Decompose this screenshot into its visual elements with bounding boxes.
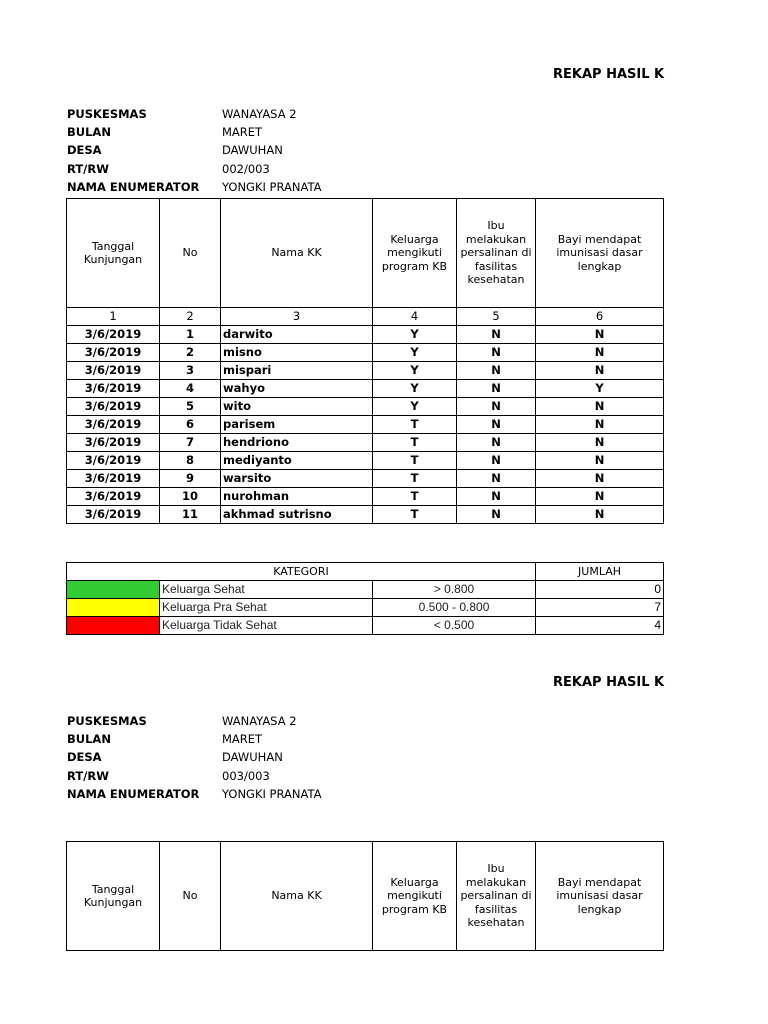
- header-cell: Tanggal Kunjungan: [67, 842, 160, 951]
- info-label: RT/RW: [67, 768, 109, 783]
- header-cell: Keluarga mengikuti program KB: [373, 842, 457, 951]
- column-number-cell: 6: [536, 308, 664, 326]
- table-row: [67, 416, 664, 434]
- header-cell: Tanggal Kunjungan: [67, 199, 160, 308]
- table-cell: 3/6/2019: [67, 326, 160, 344]
- table-cell: N: [457, 434, 536, 452]
- table-cell: Y: [373, 398, 457, 416]
- table-row: [67, 506, 664, 524]
- header-cell: Bayi mendapat imunisasi dasar lengkap: [536, 842, 664, 951]
- table-cell: N: [536, 452, 664, 470]
- table-cell: N: [457, 506, 536, 524]
- table-cell: 3/6/2019: [67, 434, 160, 452]
- report-title-2: REKAP HASIL K: [553, 675, 665, 690]
- info-label: RT/RW: [67, 161, 109, 176]
- table-cell: Y: [373, 344, 457, 362]
- table-cell: 6: [160, 416, 221, 434]
- table-cell: N: [457, 416, 536, 434]
- table-cell: N: [457, 326, 536, 344]
- table-cell: 3/6/2019: [67, 362, 160, 380]
- table-cell: Y: [373, 326, 457, 344]
- kategori-label: Keluarga Sehat: [160, 581, 373, 599]
- info-label: DESA: [67, 750, 102, 765]
- table-cell: mediyanto: [221, 452, 373, 470]
- header-row: [67, 199, 664, 308]
- column-number-cell: 5: [457, 308, 536, 326]
- table-cell: N: [457, 380, 536, 398]
- table-cell: N: [536, 434, 664, 452]
- table-cell: 3/6/2019: [67, 488, 160, 506]
- table-cell: T: [373, 434, 457, 452]
- column-number-cell: 1: [67, 308, 160, 326]
- kategori-range: > 0.800: [373, 581, 536, 599]
- info-row-desa: [67, 141, 467, 159]
- table-cell: N: [536, 470, 664, 488]
- info-row-enumerator: [67, 178, 467, 196]
- info-value: YONGKI PRANATA: [222, 786, 322, 801]
- table-cell: T: [373, 452, 457, 470]
- table-cell: 4: [160, 380, 221, 398]
- table-cell: N: [457, 344, 536, 362]
- table-cell: 7: [160, 434, 221, 452]
- table-row: [67, 344, 664, 362]
- column-number-cell: 4: [373, 308, 457, 326]
- table-row: [67, 488, 664, 506]
- kategori-row: [67, 617, 664, 635]
- table-cell: N: [457, 362, 536, 380]
- info-label: BULAN: [67, 732, 111, 747]
- info-value: 002/003: [222, 161, 270, 176]
- info-row-puskesmas: [67, 105, 467, 123]
- kategori-label: Keluarga Tidak Sehat: [160, 617, 373, 635]
- data-table-2: [66, 841, 664, 951]
- kategori-row: [67, 581, 664, 599]
- info-value: YONGKI PRANATA: [222, 179, 322, 194]
- kategori-header: KATEGORI: [67, 563, 536, 581]
- table-cell: 3/6/2019: [67, 398, 160, 416]
- info-label: PUSKESMAS: [67, 107, 147, 121]
- table-cell: N: [457, 488, 536, 506]
- kategori-color-swatch: [67, 581, 160, 599]
- table-cell: T: [373, 506, 457, 524]
- table-cell: N: [536, 416, 664, 434]
- kategori-row: [67, 599, 664, 617]
- table-cell: N: [536, 326, 664, 344]
- table-cell: Y: [373, 362, 457, 380]
- kategori-color-swatch: [67, 617, 160, 635]
- info-value: WANAYASA 2: [222, 714, 297, 728]
- table-cell: N: [536, 506, 664, 524]
- table-row: [67, 434, 664, 452]
- jumlah-header: JUMLAH: [536, 563, 664, 581]
- info-label: DESA: [67, 143, 102, 158]
- info-row-desa: [67, 748, 467, 766]
- kategori-header-row: [67, 563, 664, 581]
- info-row-bulan: [67, 123, 467, 141]
- table-cell: N: [536, 398, 664, 416]
- table-cell: warsito: [221, 470, 373, 488]
- table-row: [67, 470, 664, 488]
- header-row: [67, 842, 664, 951]
- column-number-row: [67, 308, 664, 326]
- table-cell: 3/6/2019: [67, 416, 160, 434]
- kategori-table: [66, 562, 664, 635]
- table-cell: darwito: [221, 326, 373, 344]
- header-cell: Ibu melakukan persalinan di fasilitas kesehatan: [457, 199, 536, 308]
- info-value: DAWUHAN: [222, 750, 283, 765]
- info-value: WANAYASA 2: [222, 107, 297, 121]
- table-cell: 10: [160, 488, 221, 506]
- kategori-jumlah: 4: [536, 617, 664, 635]
- header-cell: Nama KK: [221, 842, 373, 951]
- info-value: MARET: [222, 125, 263, 140]
- info-row-rtrw: [67, 160, 467, 178]
- kategori-jumlah: 0: [536, 581, 664, 599]
- column-number-cell: 2: [160, 308, 221, 326]
- info-block-1: [67, 105, 467, 196]
- table-cell: parisem: [221, 416, 373, 434]
- table-cell: 9: [160, 470, 221, 488]
- table-cell: misno: [221, 344, 373, 362]
- table-cell: N: [536, 488, 664, 506]
- table-row: [67, 362, 664, 380]
- table-cell: 3/6/2019: [67, 380, 160, 398]
- table-cell: 11: [160, 506, 221, 524]
- info-label: PUSKESMAS: [67, 714, 147, 728]
- table-row: [67, 398, 664, 416]
- table-cell: N: [457, 470, 536, 488]
- info-value: 003/003: [222, 768, 270, 783]
- info-value: MARET: [222, 732, 263, 747]
- table-cell: T: [373, 488, 457, 506]
- table-row: [67, 326, 664, 344]
- kategori-range: 0.500 - 0.800: [373, 599, 536, 617]
- info-row-rtrw: [67, 767, 467, 785]
- info-label: NAMA ENUMERATOR: [67, 179, 200, 194]
- kategori-label: Keluarga Pra Sehat: [160, 599, 373, 617]
- table-cell: 2: [160, 344, 221, 362]
- table-cell: 3/6/2019: [67, 344, 160, 362]
- table-cell: 3/6/2019: [67, 470, 160, 488]
- column-number-cell: 3: [221, 308, 373, 326]
- table-cell: 3: [160, 362, 221, 380]
- info-row-enumerator: [67, 785, 467, 803]
- info-row-puskesmas: [67, 712, 467, 730]
- header-cell: Nama KK: [221, 199, 373, 308]
- table-cell: nurohman: [221, 488, 373, 506]
- table-cell: wahyo: [221, 380, 373, 398]
- info-label: NAMA ENUMERATOR: [67, 786, 200, 801]
- table-cell: mispari: [221, 362, 373, 380]
- table-cell: 1: [160, 326, 221, 344]
- table-cell: N: [536, 344, 664, 362]
- kategori-range: < 0.500: [373, 617, 536, 635]
- table-cell: 8: [160, 452, 221, 470]
- table-cell: N: [457, 398, 536, 416]
- table-cell: wito: [221, 398, 373, 416]
- table-row: [67, 452, 664, 470]
- table-cell: hendriono: [221, 434, 373, 452]
- table-cell: N: [536, 362, 664, 380]
- table-cell: akhmad sutrisno: [221, 506, 373, 524]
- table-cell: 3/6/2019: [67, 452, 160, 470]
- table-cell: T: [373, 416, 457, 434]
- header-cell: Bayi mendapat imunisasi dasar lengkap: [536, 199, 664, 308]
- info-label: BULAN: [67, 125, 111, 140]
- table-cell: T: [373, 470, 457, 488]
- info-block-2: [67, 712, 467, 803]
- header-cell: Ibu melakukan persalinan di fasilitas kesehatan: [457, 842, 536, 951]
- table-cell: Y: [373, 380, 457, 398]
- kategori-jumlah: 7: [536, 599, 664, 617]
- table-cell: 3/6/2019: [67, 506, 160, 524]
- table-cell: N: [457, 452, 536, 470]
- info-row-bulan: [67, 730, 467, 748]
- header-cell: Keluarga mengikuti program KB: [373, 199, 457, 308]
- kategori-color-swatch: [67, 599, 160, 617]
- table-cell: 5: [160, 398, 221, 416]
- table-row: [67, 380, 664, 398]
- header-cell: No: [160, 199, 221, 308]
- data-table-1: [66, 198, 664, 524]
- report-title-1: REKAP HASIL K: [553, 67, 665, 82]
- table-cell: Y: [536, 380, 664, 398]
- info-value: DAWUHAN: [222, 143, 283, 158]
- header-cell: No: [160, 842, 221, 951]
